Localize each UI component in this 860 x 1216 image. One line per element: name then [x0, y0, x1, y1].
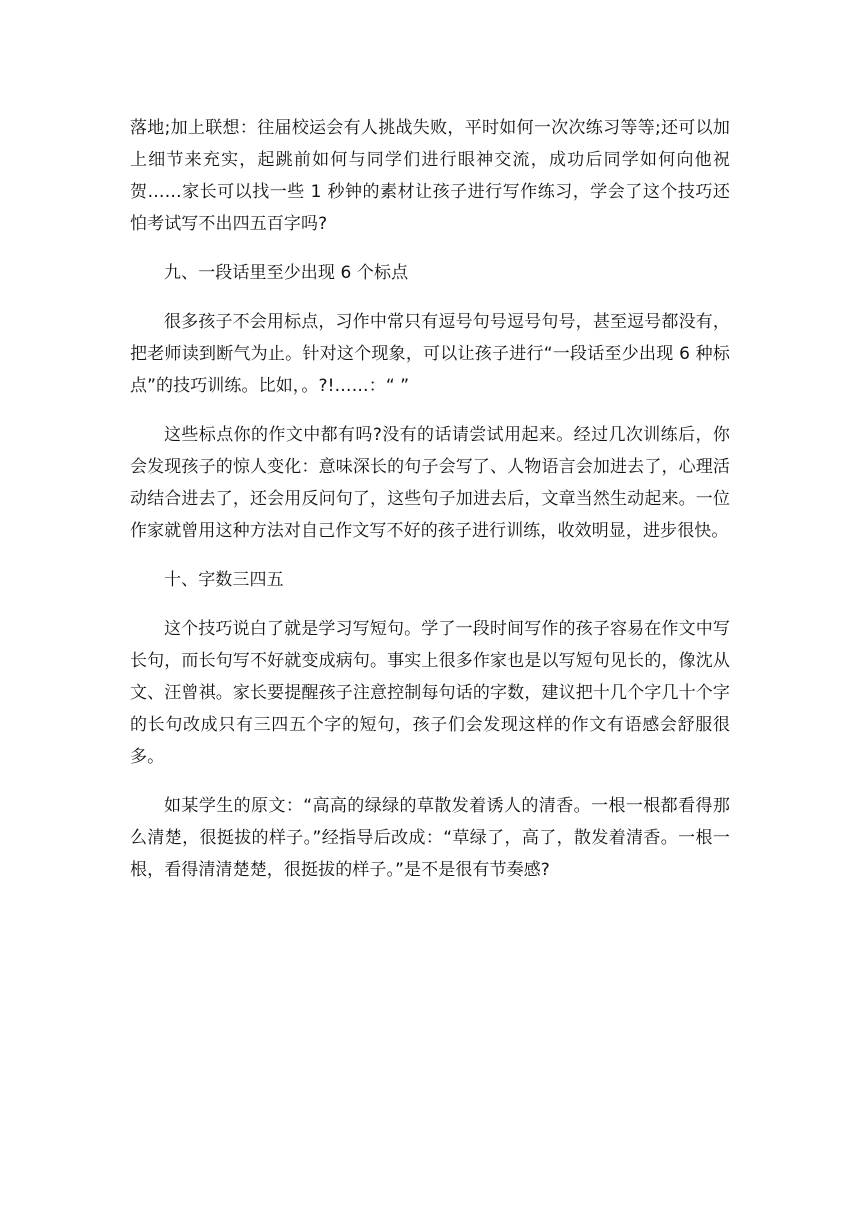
paragraph-punctuation-intro: 很多孩子不会用标点，习作中常只有逗号句号逗号句号，甚至逗号都没有，把老师读到断气为止。针对这个现象，可以让孩子进行“一段话至少出现 6 种标点”的技巧训练。比如，。?!……：“ ” — [130, 312, 730, 396]
paragraph-punctuation-effect: 这些标点你的作文中都有吗?没有的话请尝试用起来。经过几次训练后，你会发现孩子的惊人变化：意味深长的句子会写了、人物语言会加进去了，心理活动结合进去了，还会用反问句了，这些句子加进去后，文章当然生动起来。一位作家就曾用这种方法对自己作文写不好的孩子进行训练，收效明显，进步很快。 — [130, 425, 730, 541]
paragraph-example: 如某学生的原文：“高高的绿绿的草散发着诱人的清香。一根一根都看得那么清楚，很挺拔的样子。”经指导后改成：“草绿了，高了，散发着清香。一根一根，看得清清楚楚，很挺拔的样子。”是不是很有节奏感? — [130, 796, 730, 880]
paragraph-short-sentences: 这个技巧说白了就是学习写短句。学了一段时间写作的孩子容易在作文中写长句，而长句写不好就变成病句。事实上很多作家也是以写短句见长的，像沈从文、汪曾祺。家长要提醒孩子注意控制每句话的字数，建议把十几个字几十个字的长句改成只有三四五个字的短句，孩子们会发现这样的作文有语感会舒服很多。 — [130, 619, 730, 767]
document-body — [130, 112, 730, 903]
section-heading-nine: 九、一段话里至少出现 6 个标点 — [164, 263, 409, 283]
paragraph-continuation: 落地;加上联想：往届校运会有人挑战失败，平时如何一次次练习等等;还可以加上细节来充实，起跳前如何与同学们进行眼神交流，成功后同学如何向他祝贺……家长可以找一些 1 秒钟的素材让孩子进行写作练习，学会了这个技巧还怕考试写不出四五百字吗? — [130, 118, 730, 234]
section-heading-ten: 十、字数三四五 — [164, 570, 284, 590]
